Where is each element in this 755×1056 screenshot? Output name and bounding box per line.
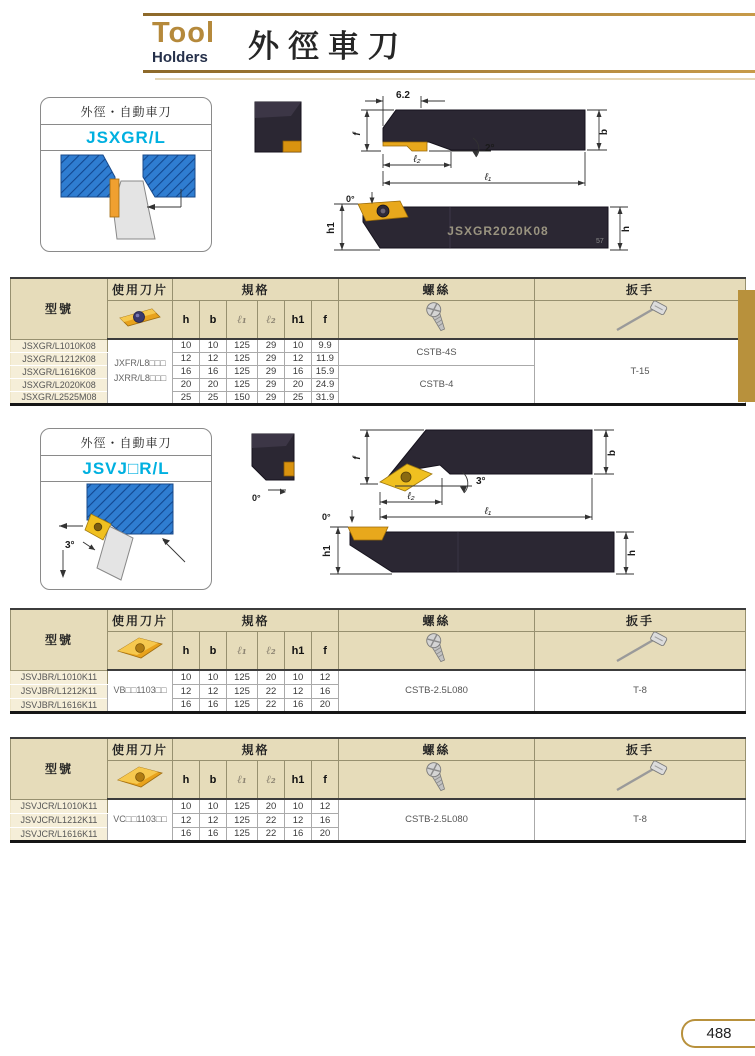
val-f: 31.9 [312,391,339,404]
val-l1: 125 [227,813,258,827]
spec-col-h1: h1 [285,761,312,800]
model-cell: JSVJCR/L1616K11 [11,827,108,841]
model-cell: JSXGR/L1212K08 [11,352,108,365]
val-b: 25 [200,391,227,404]
svg-text:h1: h1 [326,222,337,234]
val-l2: 29 [258,352,285,365]
spec-col-l2: ℓ₂ [258,301,285,340]
val-h1: 12 [285,352,312,365]
val-l1: 125 [227,670,258,684]
header-bottom-rule [143,70,755,73]
page-number: 488 [706,1025,732,1042]
val-l2: 29 [258,391,285,404]
jsxgr-top-body [383,110,585,151]
spec-col-h: h [173,761,200,800]
col-header-screw: 螺絲 [339,278,535,301]
col-header-spec: 規格 [173,609,339,632]
dim-angle-0deg [346,192,375,204]
section-index-tab [738,290,755,402]
val-b: 10 [200,339,227,352]
insert [348,527,388,540]
t-wrench-icon [535,632,746,671]
val-f: 9.9 [312,339,339,352]
jsvj-application-diagram [43,482,210,586]
page-number-badge [681,1019,755,1048]
val-h: 25 [173,391,200,404]
col-header-insert: 使用刀片 [108,278,173,301]
val-f: 12 [312,799,339,813]
val-h1: 16 [285,698,312,712]
model-cell: JSXGR/L2525M08 [11,391,108,404]
jsvj-top-body [380,430,592,491]
insert-code-line1: VC□□1103□□ [113,814,167,825]
model-cell: JSVJBR/L1616K11 [11,698,108,712]
col-header-spec: 規格 [173,278,339,301]
insert-code-cell [108,799,173,841]
model-cell: JSVJBR/L1212K11 [11,684,108,698]
col-header-model: 型號 [11,278,108,339]
model-cell: JSXGR/L1010K08 [11,339,108,352]
insert-code-cell [108,670,173,712]
val-f: 20 [312,698,339,712]
dim-h [616,532,638,574]
col-header-insert: 使用刀片 [108,738,173,761]
brand-logo [152,19,215,65]
table-row [11,339,746,352]
screw-cell: CSTB-2.5L080 [339,799,535,841]
col-header-screw: 螺絲 [339,609,535,632]
spec-col-l1: ℓ₁ [227,632,258,671]
dim-angle-0deg [322,510,355,523]
v-insert-icon [108,632,173,671]
val-l2: 29 [258,365,285,378]
val-h: 16 [173,827,200,841]
svg-text:0°: 0° [346,194,355,204]
screw-cell: CSTB-4S [339,339,535,365]
wrench-cell: T-8 [535,799,746,841]
svg-text:ℓ₁: ℓ₁ [484,506,492,517]
val-f: 15.9 [312,365,339,378]
insert-code-line2: JXRR/L8□□□ [113,373,167,384]
brand-line1: Tool [152,17,216,49]
table-row [11,799,746,813]
jsxgr-application-diagram [43,151,210,247]
val-h: 12 [173,352,200,365]
spec-col-h1: h1 [285,301,312,340]
svg-text:f: f [352,132,363,136]
info-box-jsxgr [40,97,212,252]
angle-3deg-label [65,540,95,551]
insert-code-cell [108,339,173,404]
info-box-model: JSXGR/L [41,125,211,151]
table-row [11,670,746,684]
page-title: 外徑車刀 [248,29,408,64]
val-h: 16 [173,698,200,712]
svg-text:h: h [627,549,638,557]
t-wrench-icon [535,761,746,800]
insert-code-line1: VB□□1103□□ [113,685,167,696]
val-f: 16 [312,813,339,827]
insert-tip [383,142,427,151]
svg-text:2°: 2° [485,143,495,154]
spec-col-f: f [312,632,339,671]
val-l2: 22 [258,684,285,698]
svg-text:f: f [352,456,363,460]
val-l1: 125 [227,365,258,378]
col-header-screw: 螺絲 [339,738,535,761]
val-f: 20 [312,827,339,841]
val-l2: 29 [258,378,285,391]
val-h: 20 [173,378,200,391]
jsxgr-end-view [255,102,301,152]
brand-line2: Holders [152,49,208,66]
val-l1: 125 [227,799,258,813]
val-l1: 125 [227,339,258,352]
col-header-wrench: 扳手 [535,609,746,632]
header-top-rule [143,13,755,16]
spec-col-l1: ℓ₁ [227,301,258,340]
svg-text:h1: h1 [322,545,333,557]
val-l2: 22 [258,827,285,841]
spec-col-f: f [312,301,339,340]
val-l1: 125 [227,684,258,698]
val-h1: 10 [285,339,312,352]
val-h: 12 [173,684,200,698]
spec-table-jsxgr [10,277,746,406]
spec-table-jsvjbr [10,608,746,714]
header-bottom-rule-2 [155,78,755,80]
col-header-model: 型號 [11,738,108,799]
tool-holder-sketch [110,179,155,239]
val-h1: 16 [285,365,312,378]
spec-col-l1: ℓ₁ [227,761,258,800]
svg-text:b: b [607,449,618,457]
screw-icon [339,632,535,671]
jsvj-end-view [252,434,294,503]
spec-col-b: b [200,761,227,800]
col-header-spec: 規格 [173,738,339,761]
val-b: 10 [200,670,227,684]
model-cell: JSXGR/L1616K08 [11,365,108,378]
val-l2: 20 [258,799,285,813]
val-b: 12 [200,352,227,365]
val-h: 10 [173,339,200,352]
screw-icon [339,761,535,800]
val-l1: 150 [227,391,258,404]
model-cell: JSVJCR/L1010K11 [11,799,108,813]
spec-col-h: h [173,301,200,340]
val-f: 16 [312,684,339,698]
val-h1: 12 [285,684,312,698]
svg-text:ℓ₁: ℓ₁ [484,172,492,183]
svg-text:ℓ₂: ℓ₂ [413,154,421,165]
val-h: 10 [173,799,200,813]
val-f: 12 [312,670,339,684]
svg-text:0°: 0° [322,512,331,522]
val-h: 12 [173,813,200,827]
val-h1: 16 [285,827,312,841]
blade-insert [110,179,119,217]
svg-text:0°: 0° [252,493,261,503]
info-box-title: 外徑・自動車刀 [41,429,211,456]
spec-col-l2: ℓ₂ [258,632,285,671]
dim-h [610,207,632,250]
grooving-insert-icon [108,301,173,340]
screw-cell: CSTB-2.5L080 [339,670,535,712]
val-l2: 22 [258,813,285,827]
screw-cell: CSTB-4 [339,365,535,404]
jsxgr-side-body [358,201,608,248]
col-header-wrench: 扳手 [535,278,746,301]
val-b: 20 [200,378,227,391]
val-f: 11.9 [312,352,339,365]
model-cell: JSVJBR/L1010K11 [11,670,108,684]
wrench-cell: T-8 [535,670,746,712]
spec-table-jsvjcr [10,737,746,843]
dim-l2 [383,152,451,168]
col-header-wrench: 扳手 [535,738,746,761]
t-wrench-icon [535,301,746,340]
insert-code-line1: JXFR/L8□□□ [114,357,166,368]
val-h: 10 [173,670,200,684]
val-h1: 12 [285,813,312,827]
tool-stamp: 57 [596,238,604,245]
val-h1: 10 [285,799,312,813]
info-box-jsvj [40,428,212,590]
spec-col-f: f [312,761,339,800]
svg-text:h: h [621,225,632,233]
val-l2: 20 [258,670,285,684]
spec-col-l2: ℓ₂ [258,761,285,800]
val-b: 10 [200,799,227,813]
val-h1: 25 [285,391,312,404]
col-header-insert: 使用刀片 [108,609,173,632]
jsvj-side-view-drawing [308,504,640,590]
model-cell: JSXGR/L2020K08 [11,378,108,391]
val-b: 16 [200,827,227,841]
val-b: 16 [200,698,227,712]
spec-col-h1: h1 [285,632,312,671]
val-l2: 22 [258,698,285,712]
val-h1: 20 [285,378,312,391]
spec-col-b: b [200,301,227,340]
val-f: 24.9 [312,378,339,391]
dim-b [594,430,618,474]
jsxgr-side-view-drawing [298,190,633,268]
val-l1: 125 [227,698,258,712]
val-b: 16 [200,365,227,378]
val-l2: 29 [258,339,285,352]
dim-b [587,110,610,150]
spec-col-h: h [173,632,200,671]
val-h1: 10 [285,670,312,684]
svg-text:3°: 3° [64,540,75,551]
val-b: 12 [200,684,227,698]
tool-marking: JSXGR2020K08 [447,224,549,238]
col-header-model: 型號 [11,609,108,670]
val-l1: 125 [227,378,258,391]
spec-col-b: b [200,632,227,671]
jsxgr-top-view-drawing [233,88,618,200]
jsvj-side-body [348,527,614,572]
val-h: 16 [173,365,200,378]
svg-text:b: b [599,128,610,136]
wrench-cell: T-15 [535,339,746,404]
info-box-title: 外徑・自動車刀 [41,98,211,125]
svg-text:3°: 3° [476,476,486,487]
svg-text:6.2: 6.2 [396,90,410,101]
svg-text:ℓ₂: ℓ₂ [407,491,415,502]
model-cell: JSVJCR/L1212K11 [11,813,108,827]
val-l1: 125 [227,827,258,841]
info-box-model: JSVJ□R/L [41,456,211,482]
val-l1: 125 [227,352,258,365]
v-insert-icon [108,761,173,800]
screw-icon [339,301,535,340]
val-b: 12 [200,813,227,827]
